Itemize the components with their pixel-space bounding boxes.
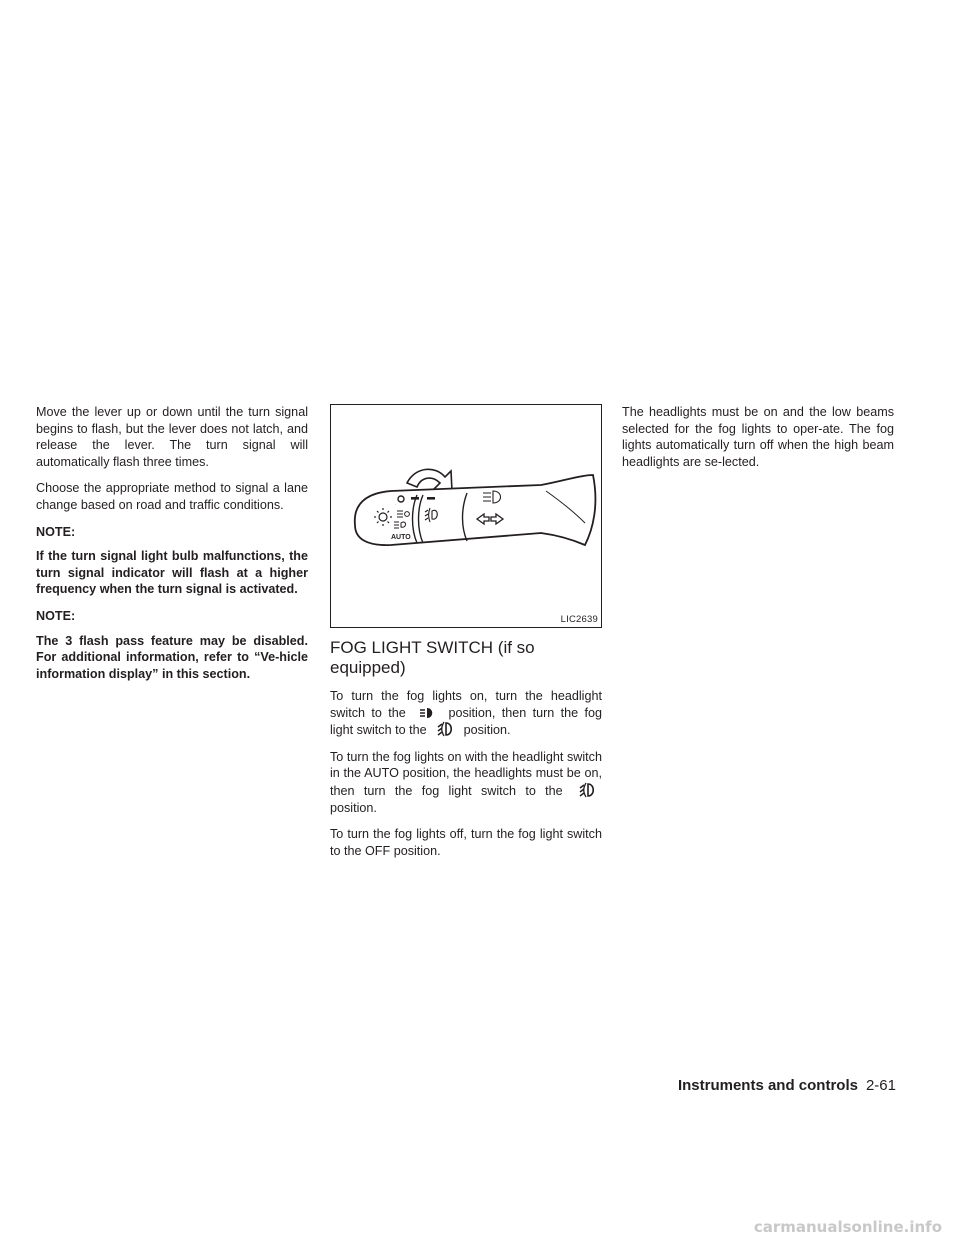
turn-signal-paragraph: Move the lever up or down until the turn signal begins to flash, but the lever does not latch, and release the lever. The turn signal will automatically flash three times. bbox=[36, 405, 308, 469]
fog-light-icon bbox=[436, 721, 454, 737]
fog-light-icon bbox=[578, 782, 596, 798]
note-text-2: The 3 flash pass feature may be disabled. For additional information, refer to “Ve-hicle information display” in this section. bbox=[36, 633, 308, 681]
fog-operation-paragraph: The headlights must be on and the low beams selected for the fog lights to oper-ate. The fog lights automatically turn off when the high beam headlights are se-lected. bbox=[622, 405, 894, 469]
lane-change-paragraph: Choose the appropriate method to signal a lane change based on road and traffic conditions. bbox=[36, 481, 308, 512]
fog-auto-paragraph: To turn the fog lights on with the headlight switch in the AUTO position, the headlights must be on, then turn the fog light switch to the position. bbox=[330, 749, 602, 815]
note-heading-2: NOTE: bbox=[36, 608, 76, 623]
fog-light-switch-figure bbox=[330, 404, 602, 628]
auto-label: AUTO bbox=[391, 534, 411, 541]
fog-off-paragraph: To turn the fog lights off, turn the fog light switch to the OFF position. bbox=[330, 827, 602, 858]
column-2 bbox=[330, 404, 602, 869]
rotate-arrow-icon bbox=[407, 469, 452, 491]
column-1 bbox=[36, 404, 308, 692]
fog-on-paragraph: To turn the fog lights on, turn the headlight switch to the position, then turn the fog light switch to the position. bbox=[330, 689, 602, 738]
note-text-1: If the turn signal light bulb malfunctions, the turn signal indicator will flash at a higher frequency when the turn signal is activated. bbox=[36, 549, 308, 597]
section-title: FOG LIGHT SWITCH (if so equipped) bbox=[330, 638, 535, 677]
column-3 bbox=[622, 404, 894, 480]
footer-section-name: Instruments and controls bbox=[677, 1077, 858, 1094]
off-mark: O bbox=[395, 505, 396, 506]
page-footer bbox=[678, 1077, 896, 1094]
page-number: 2-61 bbox=[865, 1077, 896, 1094]
watermark: carmanualsonline.info bbox=[753, 1218, 942, 1236]
headlight-icon bbox=[419, 706, 435, 720]
note-heading-1: NOTE: bbox=[36, 524, 76, 539]
lever-illustration bbox=[331, 405, 601, 627]
figure-label: LIC2639 bbox=[560, 614, 598, 625]
